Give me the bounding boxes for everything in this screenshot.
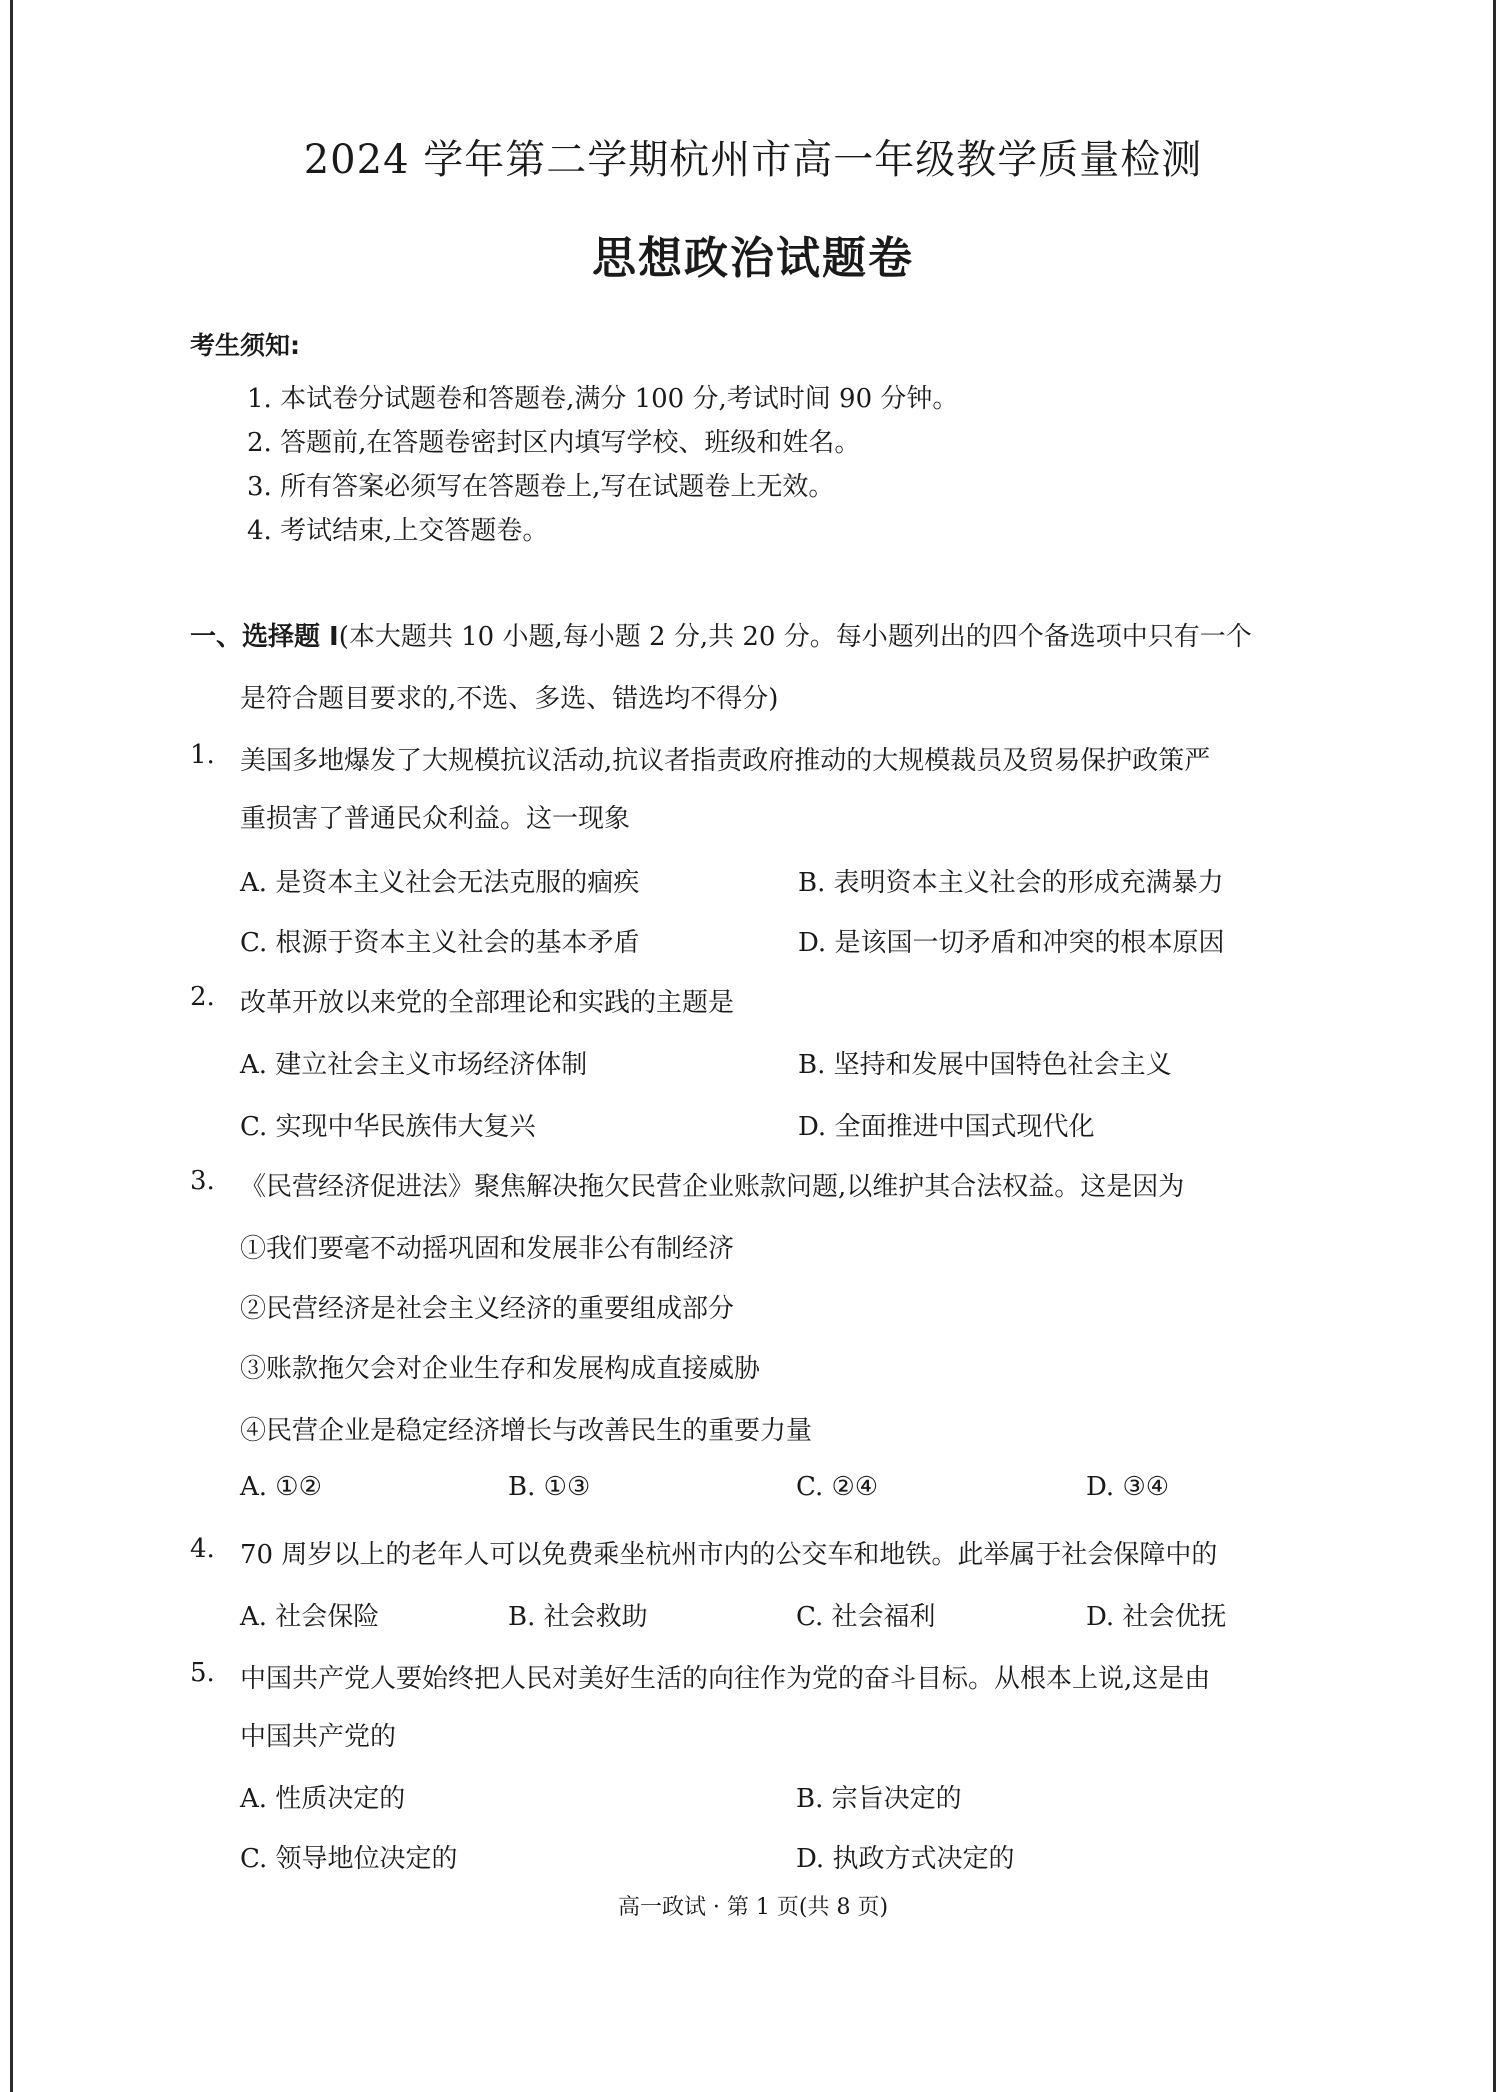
option-a: A. 是资本主义社会无法克服的痼疾 — [240, 868, 640, 898]
section-label: 一、选择题 I — [190, 622, 339, 652]
statement-item: ②民营经济是社会主义经济的重要组成部分 — [240, 1294, 735, 1324]
statement-item: ③账款拖欠会对企业生存和发展构成直接威胁 — [240, 1354, 761, 1384]
option-b: B. 表明资本主义社会的形成充满暴力 — [798, 868, 1224, 898]
notice-heading: 考生须知: — [190, 331, 300, 360]
option-c: C. 社会福利 — [796, 1602, 936, 1632]
option-a: A. 建立社会主义市场经济体制 — [240, 1050, 588, 1080]
section-heading — [190, 616, 1252, 653]
question-number: 1. — [190, 740, 215, 770]
question-text: 改革开放以来党的全部理论和实践的主题是 — [240, 988, 735, 1018]
question-text: 70 周岁以上的老年人可以免费乘坐杭州市内的公交车和地铁。此举属于社会保障中的 — [240, 1540, 1218, 1570]
option-c: C. 根源于资本主义社会的基本矛盾 — [240, 928, 640, 958]
question-number: 5. — [190, 1658, 215, 1688]
option-b: B. ①③ — [508, 1472, 591, 1502]
option-d: D. 全面推进中国式现代化 — [798, 1112, 1095, 1142]
question-text: 重损害了普通民众利益。这一现象 — [240, 804, 631, 834]
option-b: B. 坚持和发展中国特色社会主义 — [798, 1050, 1172, 1080]
notice-item: 1. 本试卷分试题卷和答题卷,满分 100 分,考试时间 90 分钟。 — [247, 384, 959, 414]
option-a: A. 社会保险 — [240, 1602, 380, 1632]
section-description: (本大题共 10 小题,每小题 2 分,共 20 分。每小题列出的四个备选项中只有一个 — [338, 622, 1252, 652]
option-d: D. 社会优抚 — [1086, 1602, 1227, 1632]
option-b: B. 宗旨决定的 — [796, 1784, 962, 1814]
option-a: A. 性质决定的 — [240, 1784, 406, 1814]
question-text: 美国多地爆发了大规模抗议活动,抗议者指责政府推动的大规模裁员及贸易保护政策严 — [240, 746, 1211, 776]
statement-item: ①我们要毫不动摇巩固和发展非公有制经济 — [240, 1234, 735, 1264]
question-text: 中国共产党的 — [240, 1722, 397, 1752]
option-d: D. 执政方式决定的 — [796, 1844, 1015, 1874]
option-d: D. ③④ — [1086, 1472, 1170, 1502]
option-c: C. ②④ — [796, 1472, 879, 1502]
option-d: D. 是该国一切矛盾和冲突的根本原因 — [798, 928, 1225, 958]
notice-item: 2. 答题前,在答题卷密封区内填写学校、班级和姓名。 — [247, 428, 861, 458]
question-number: 4. — [190, 1534, 215, 1564]
question-number: 2. — [190, 982, 215, 1012]
option-b: B. 社会救助 — [508, 1602, 648, 1632]
option-c: C. 领导地位决定的 — [240, 1844, 458, 1874]
statement-item: ④民营企业是稳定经济增长与改善民生的重要力量 — [240, 1416, 813, 1446]
notice-item: 3. 所有答案必须写在答题卷上,写在试题卷上无效。 — [247, 472, 835, 502]
option-a: A. ①② — [240, 1472, 322, 1502]
page-subtitle: 思想政治试题卷 — [592, 233, 914, 284]
notice-item: 4. 考试结束,上交答题卷。 — [247, 516, 549, 546]
section-description-cont: 是符合题目要求的,不选、多选、错选均不得分) — [240, 684, 779, 714]
question-text: 《民营经济促进法》聚焦解决拖欠民营企业账款问题,以维护其合法权益。这是因为 — [240, 1172, 1185, 1202]
question-text: 中国共产党人要始终把人民对美好生活的向往作为党的奋斗目标。从根本上说,这是由 — [240, 1664, 1211, 1694]
page-title: 2024 学年第二学期杭州市高一年级教学质量检测 — [303, 137, 1203, 183]
page-footer: 高一政试 · 第 1 页(共 8 页) — [617, 1895, 889, 1920]
question-number: 3. — [190, 1166, 215, 1196]
option-c: C. 实现中华民族伟大复兴 — [240, 1112, 536, 1142]
